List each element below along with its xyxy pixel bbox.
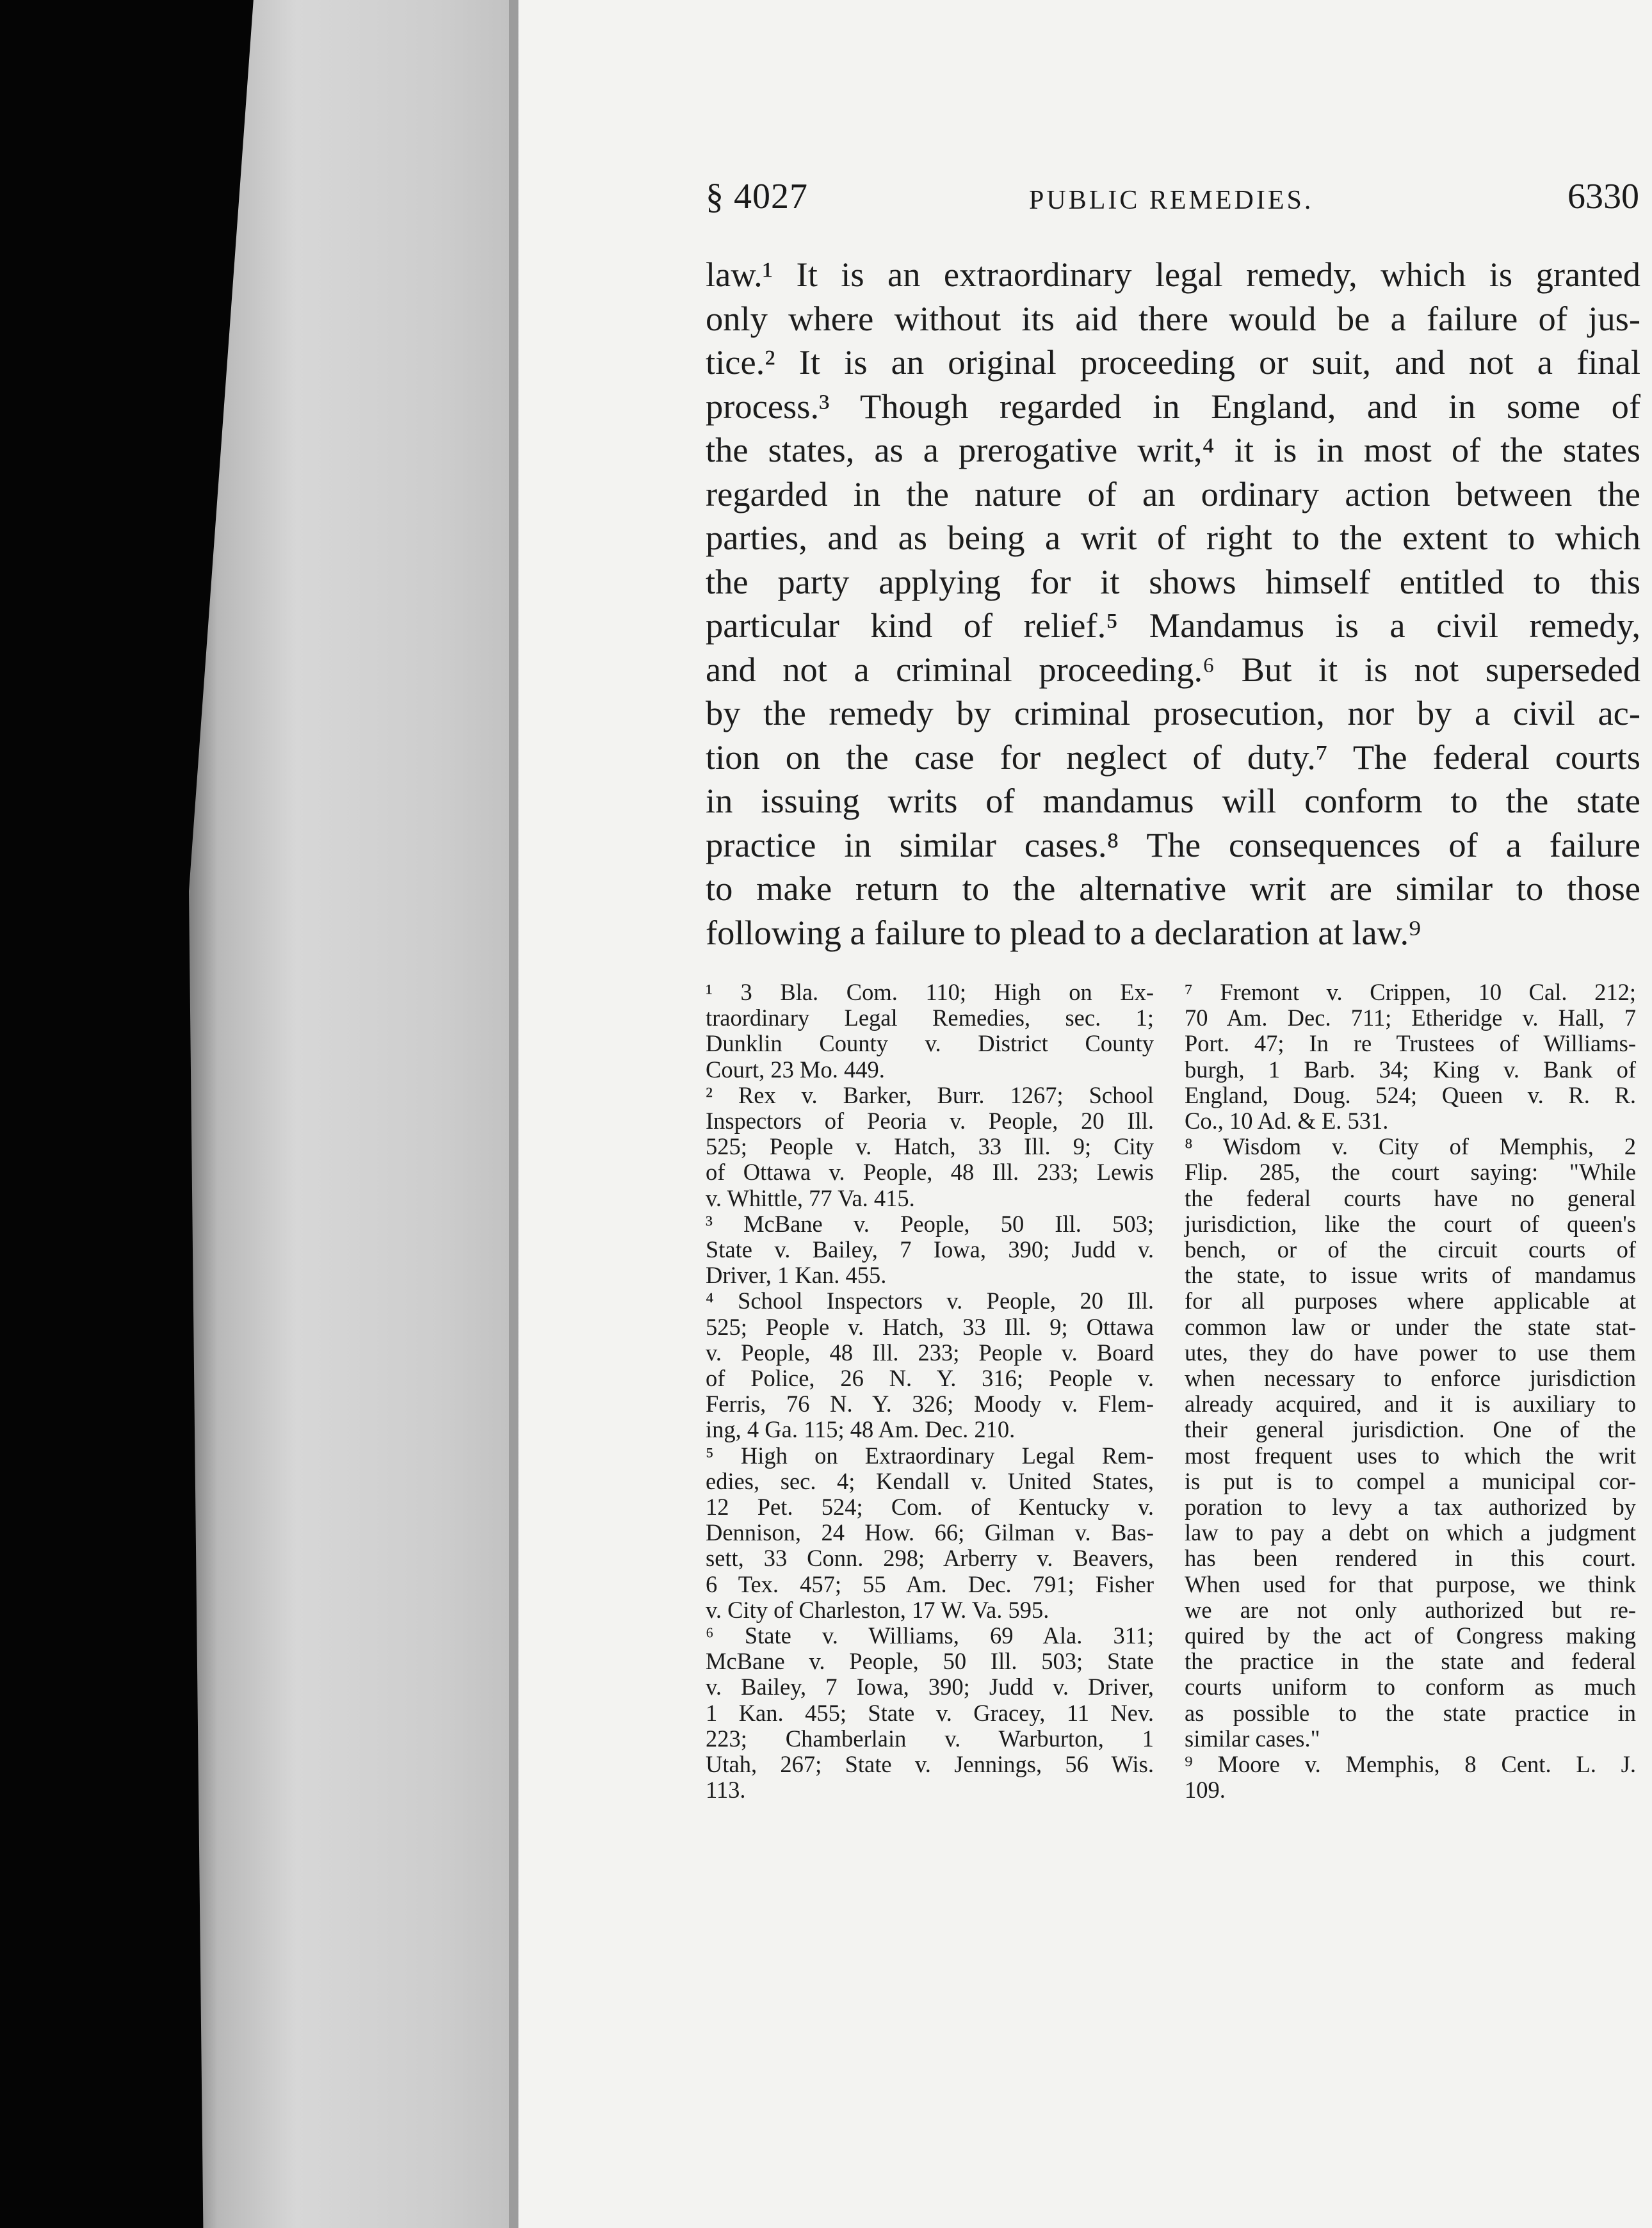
body-text: [706, 253, 1640, 955]
footnote-line: v. Bailey, 7 Iowa, 390; Judd v. Driver,: [706, 1674, 1154, 1700]
footnote-line: Inspectors of Peoria v. People, 20 Ill.: [706, 1108, 1154, 1134]
body-line: practice in similar cases.⁸ The consequences of a failure: [706, 825, 1640, 864]
body-line: tice.² It is an original proceeding or suit, and not a final: [706, 343, 1640, 382]
footnote-line: Driver, 1 Kan. 455.: [706, 1262, 887, 1289]
footnote-line: sett, 33 Conn. 298; Arberry v. Beavers,: [706, 1545, 1154, 1572]
footnote-line: When used for that purpose, we think: [1185, 1570, 1636, 1597]
footnote-line: ⁸ Wisdom v. City of Memphis, 2: [1185, 1133, 1636, 1160]
footnote-line: edies, sec. 4; Kendall v. United States,: [706, 1467, 1154, 1494]
footnote-line: 525; People v. Hatch, 33 Ill. 9; Ottawa: [706, 1313, 1154, 1340]
footnote-line: quired by the act of Congress making: [1185, 1622, 1636, 1649]
footnote-line: ¹ 3 Bla. Com. 110; High on Ex-: [706, 979, 1154, 1005]
footnote-line: Dennison, 24 How. 66; Gilman v. Bas-: [706, 1519, 1154, 1546]
footnote-line: v. People, 48 Ill. 233; People v. Board: [706, 1339, 1154, 1366]
footnote-line: ² Rex v. Barker, Burr. 1267; School: [706, 1081, 1154, 1108]
footnote-line: the state, to issue writs of mandamus: [1185, 1262, 1636, 1289]
body-line: particular kind of relief.⁵ Mandamus is a civil remedy,: [706, 606, 1640, 645]
footnote-line: bench, or of the circuit courts of: [1185, 1236, 1636, 1263]
footnote-line: utes, they do have power to use them: [1185, 1339, 1636, 1366]
footnote-line: Port. 47; In re Trustees of Williams-: [1185, 1030, 1636, 1057]
running-title: PUBLIC REMEDIES.: [1029, 186, 1314, 215]
body-line: following a failure to plead to a declaration at law.⁹: [706, 912, 1421, 952]
footnote-line: 12 Pet. 524; Com. of Kentucky v.: [706, 1494, 1154, 1521]
footnote-line: courts uniform to conform as much: [1185, 1674, 1636, 1700]
section-number: § 4027: [706, 177, 808, 216]
body-line: process.³ Though regarded in England, and in some of: [706, 386, 1640, 426]
footnote-line: the practice in the state and federal: [1185, 1648, 1636, 1675]
footnote-line: 109.: [1185, 1777, 1226, 1804]
body-line: to make return to the alternative writ are similar to those: [706, 869, 1640, 908]
footnote-line: their general jurisdiction. One of the: [1185, 1416, 1636, 1443]
footnote-line: ³ McBane v. People, 50 Ill. 503;: [706, 1210, 1154, 1237]
footnote-line: burgh, 1 Barb. 34; King v. Bank of: [1185, 1056, 1636, 1083]
footnote-line: ⁶ State v. Williams, 69 Ala. 311;: [706, 1622, 1154, 1649]
footnote-line: Utah, 267; State v. Jennings, 56 Wis.: [706, 1751, 1154, 1778]
footnote-line: is put is to compel a municipal cor-: [1185, 1467, 1636, 1494]
body-line: regarded in the nature of an ordinary action between the: [706, 474, 1640, 513]
footnotes-right-column: [1185, 980, 1636, 1804]
body-line: by the remedy by criminal prosecution, nor by a civil ac-: [706, 693, 1640, 732]
footnote-line: jurisdiction, like the court of queen's: [1185, 1210, 1636, 1237]
footnote-line: poration to levy a tax authorized by: [1185, 1494, 1636, 1521]
footnote-line: when necessary to enforce jurisdiction: [1185, 1365, 1636, 1392]
footnote-line: ⁷ Fremont v. Crippen, 10 Cal. 212;: [1185, 979, 1636, 1005]
footnote-line: Co., 10 Ad. & E. 531.: [1185, 1108, 1389, 1134]
footnote-line: State v. Bailey, 7 Iowa, 390; Judd v.: [706, 1236, 1154, 1263]
footnote-line: ⁵ High on Extraordinary Legal Rem-: [706, 1442, 1154, 1469]
footnote-line: v. Whittle, 77 Va. 415.: [706, 1184, 915, 1211]
footnote-line: v. City of Charleston, 17 W. Va. 595.: [706, 1596, 1049, 1623]
footnote-line: already acquired, and it is auxiliary to: [1185, 1391, 1636, 1417]
footnote-line: Ferris, 76 N. Y. 326; Moody v. Flem-: [706, 1391, 1154, 1417]
page-edge: [189, 0, 547, 2228]
footnote-line: most frequent uses to which the writ: [1185, 1442, 1636, 1469]
footnote-line: of Police, 26 N. Y. 316; People v.: [706, 1365, 1154, 1392]
footnote-line: 525; People v. Hatch, 33 Ill. 9; City: [706, 1133, 1154, 1160]
footnote-line: 223; Chamberlain v. Warburton, 1: [706, 1725, 1154, 1752]
footnote-line: as possible to the state practice in: [1185, 1699, 1636, 1726]
body-line: tion on the case for neglect of duty.⁷ The federal courts: [706, 737, 1640, 777]
footnote-line: ing, 4 Ga. 115; 48 Am. Dec. 210.: [706, 1416, 1016, 1443]
footnote-line: common law or under the state stat-: [1185, 1313, 1636, 1340]
footnote-line: 1 Kan. 455; State v. Gracey, 11 Nev.: [706, 1699, 1154, 1726]
footnote-line: Dunklin County v. District County: [706, 1030, 1154, 1057]
footnote-line: 113.: [706, 1777, 746, 1804]
footnotes-left-column: [706, 980, 1154, 1804]
running-header: [706, 176, 1639, 221]
body-line: only where without its aid there would be a failure of jus-: [706, 298, 1640, 338]
footnote-line: similar cases.": [1185, 1725, 1320, 1752]
book-page: [519, 0, 1652, 2228]
page-gutter: [509, 0, 518, 2228]
footnote-line: Flip. 285, the court saying: "While: [1185, 1159, 1636, 1186]
footnote-line: Court, 23 Mo. 449.: [706, 1056, 885, 1083]
footnote-line: ⁴ School Inspectors v. People, 20 Ill.: [706, 1288, 1154, 1314]
body-line: the states, as a prerogative writ,⁴ it is in most of the states: [706, 430, 1640, 469]
footnote-line: of Ottawa v. People, 48 Ill. 233; Lewis: [706, 1159, 1154, 1186]
footnote-line: England, Doug. 524; Queen v. R. R.: [1185, 1081, 1636, 1108]
body-line: parties, and as being a writ of right to the extent to which: [706, 518, 1640, 557]
footnote-line: the federal courts have no general: [1185, 1184, 1636, 1211]
body-line: law.¹ It is an extraordinary legal remedy, which is granted: [706, 255, 1640, 294]
footnote-line: we are not only authorized but re-: [1185, 1596, 1636, 1623]
footnote-line: McBane v. People, 50 Ill. 503; State: [706, 1648, 1154, 1675]
page-number: 6330: [1567, 177, 1639, 216]
footnote-line: traordinary Legal Remedies, sec. 1;: [706, 1005, 1154, 1031]
footnote-line: 70 Am. Dec. 711; Etheridge v. Hall, 7: [1185, 1005, 1636, 1031]
footnote-line: 6 Tex. 457; 55 Am. Dec. 791; Fisher: [706, 1570, 1154, 1597]
footnote-line: law to pay a debt on which a judgment: [1185, 1519, 1636, 1546]
body-line: and not a criminal proceeding.⁶ But it is not superseded: [706, 649, 1640, 689]
footnote-line: ⁹ Moore v. Memphis, 8 Cent. L. J.: [1185, 1751, 1636, 1778]
body-line: in issuing writs of mandamus will conform to the state: [706, 781, 1640, 820]
body-line: the party applying for it shows himself entitled to this: [706, 561, 1640, 601]
footnote-line: for all purposes where applicable at: [1185, 1288, 1636, 1314]
footnote-line: has been rendered in this court.: [1185, 1545, 1636, 1572]
